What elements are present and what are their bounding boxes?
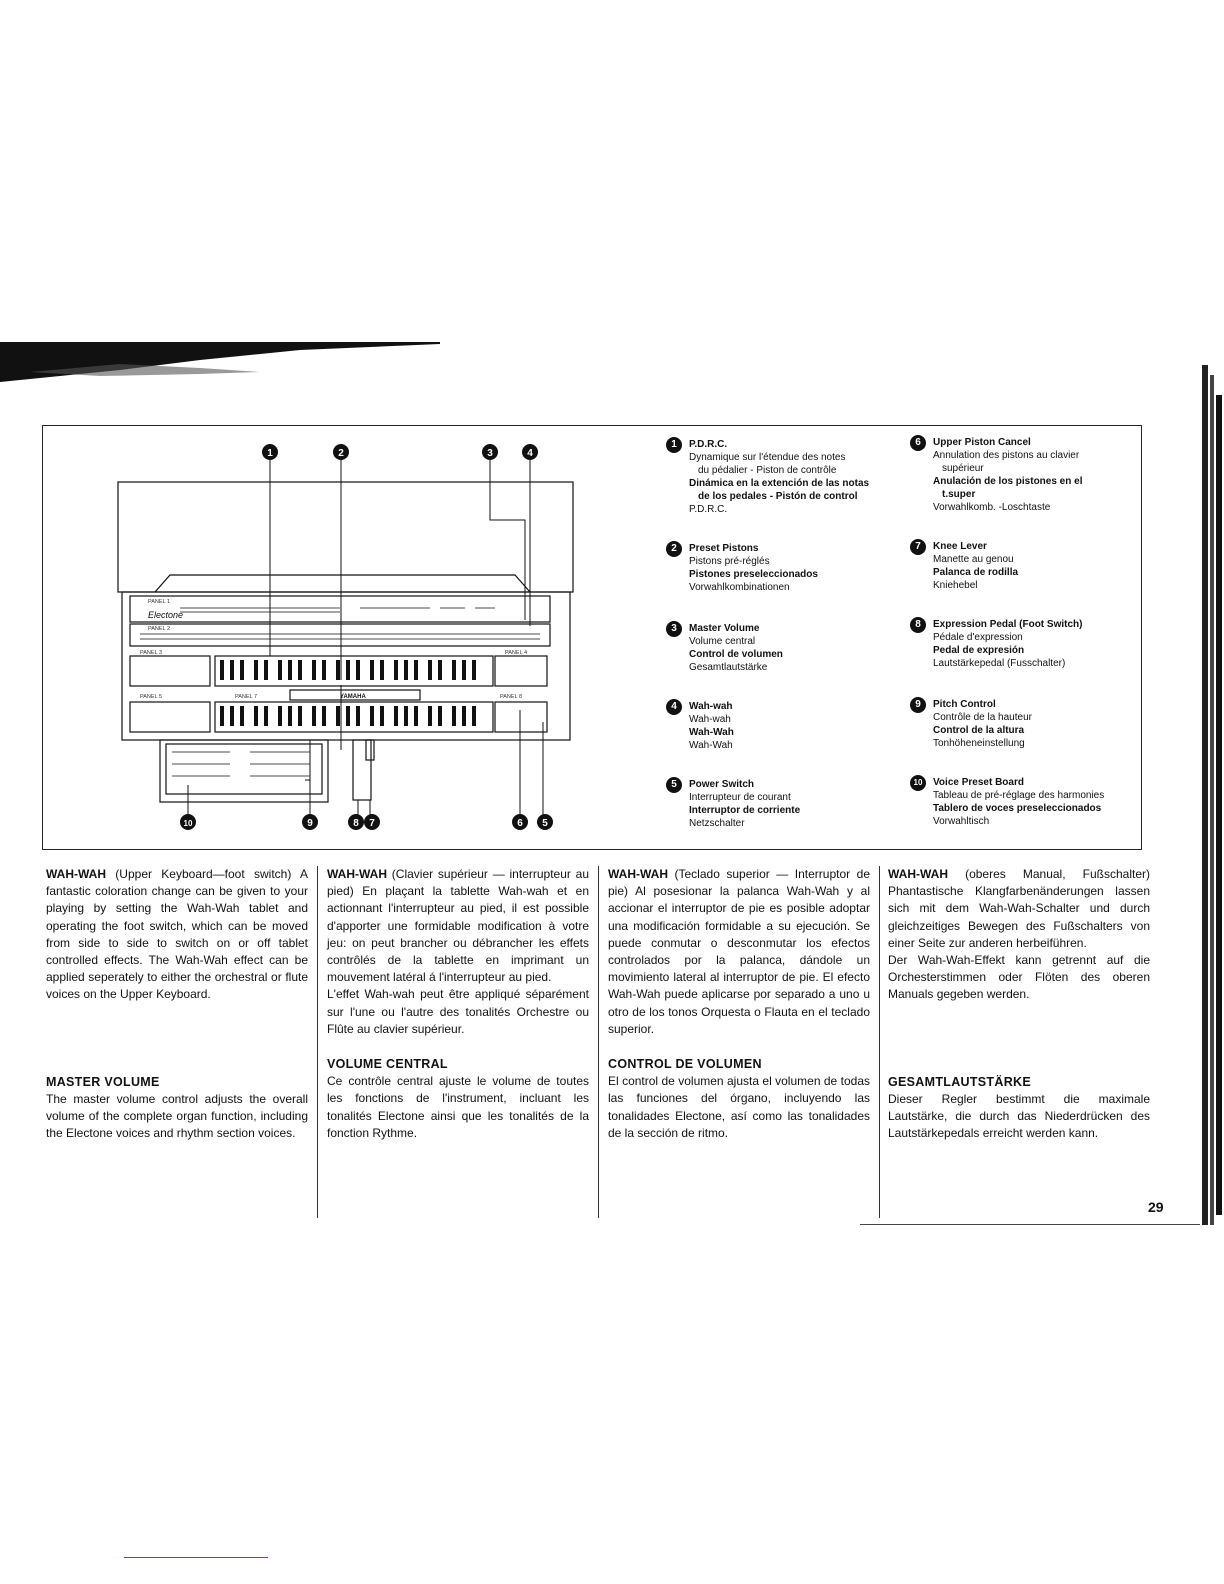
legend-line: de los pedales - Pistón de control: [698, 491, 858, 502]
legend-item-10: [910, 776, 1135, 828]
legend-text: [689, 700, 734, 778]
legend-text: [933, 776, 1104, 828]
wah-paragraph-fr: [327, 866, 589, 986]
legend-line: Volume central: [689, 636, 756, 647]
wah-heading: WAH-WAH: [608, 867, 668, 881]
legend-title: Master Volume: [689, 623, 760, 634]
callout-5: 5: [542, 818, 548, 829]
legend-line: Pedal de expresión: [933, 645, 1025, 656]
legend-line: Vorwahlkombinationen: [689, 582, 790, 593]
legend-num: 10: [910, 775, 926, 791]
column-english: [46, 866, 308, 1142]
legend-line: Pédale d'expression: [933, 632, 1023, 643]
wah-heading: WAH-WAH: [46, 867, 106, 881]
legend-line: Netzschalter: [689, 818, 745, 829]
maker-logo: YAMAHA: [340, 694, 366, 700]
legend-line: Interrupteur de courant: [689, 792, 791, 803]
legend-line: Tablero de voces preseleccionados: [933, 803, 1102, 814]
legend-text: [689, 622, 783, 700]
legend-text: [933, 698, 1032, 776]
legend-num: 9: [910, 697, 926, 713]
legend-left: [666, 438, 896, 830]
legend-text: [689, 542, 818, 622]
panel-5-label: PANEL 5: [140, 694, 163, 700]
legend-item-5: [666, 778, 896, 830]
legend-text: [933, 540, 1018, 618]
legend-line: Control de volumen: [689, 649, 783, 660]
legend-line: Dinámica en la extención de las notas: [689, 478, 870, 489]
column-divider: [317, 866, 318, 1218]
legend-title: Voice Preset Board: [933, 777, 1024, 788]
column-french: [327, 866, 589, 1142]
legend-num: 1: [666, 437, 682, 453]
legend-title: Power Switch: [689, 779, 755, 790]
wah-subheading: (Teclado superior — Interruptor de pie): [608, 867, 870, 899]
callout-4: 4: [527, 448, 533, 459]
volume-heading: GESAMTLAUTSTÄRKE: [888, 1074, 1031, 1089]
callout-2: 2: [338, 448, 344, 459]
scan-mark-line: [124, 1557, 268, 1558]
legend-line: supérieur: [942, 463, 984, 474]
legend-title: Knee Lever: [933, 541, 987, 552]
volume-body: Ce contrôle central ajuste le volume de toutes les fonctions de l'instrument, incluant les tonalités Electone ainsi que les tonalités de la fonction Rythme.: [327, 1074, 589, 1140]
wah-subheading: (oberes Manual, Fußschalter): [948, 867, 1150, 881]
wah-paragraph-en: [46, 866, 308, 1004]
panel-4-label: PANEL 4: [505, 650, 528, 656]
legend-item-4: [666, 700, 896, 778]
legend-line: Tonhöheneinstellung: [933, 738, 1025, 749]
panel-3-label: PANEL 3: [140, 650, 163, 656]
volume-heading: VOLUME CENTRAL: [327, 1057, 448, 1072]
wah-subheading: (Upper Keyboard—foot switch): [106, 867, 292, 881]
legend-right: [910, 436, 1135, 828]
callout-9: 9: [307, 818, 313, 829]
legend-text: [689, 778, 800, 830]
footer-rule: [860, 1224, 1200, 1225]
legend-title: Expression Pedal (Foot Switch): [933, 619, 1083, 630]
legend-line: Vorwahltisch: [933, 816, 990, 827]
legend-item-9: [910, 698, 1135, 776]
panel-2-label: PANEL 2: [148, 626, 171, 632]
wah-heading: WAH-WAH: [888, 867, 948, 881]
wah-body: A fantastic coloration change can be given to your playing by setting the Wah-Wah tablet and operating the foot switch, which can be moved from side to side to switch on or off tablet controlled effects. The Wah-Wah effect can be applied seperately to either the orchestral or flute voices on the Upper Keyboard.: [46, 867, 309, 1002]
legend-title: Wah-wah: [689, 701, 733, 712]
legend-line: Kniehebel: [933, 580, 978, 591]
legend-item-7: [910, 540, 1135, 618]
column-divider: [879, 866, 880, 1218]
legend-line: Gesamtlautstärke: [689, 662, 768, 673]
wah-body-2: Der Wah-Wah-Effekt kann getrennt auf die Orchesterstimmen oder Flöten des oberen Manuals gegeben werden.: [888, 953, 1150, 1002]
legend-text: [933, 436, 1082, 540]
legend-num: 2: [666, 541, 682, 557]
wah-paragraph-es: [608, 866, 870, 1038]
callout-1: 1: [267, 448, 273, 459]
legend-line: Manette au genou: [933, 554, 1014, 565]
callout-8: 8: [353, 818, 359, 829]
wah-subheading: (Clavier supérieur — interrupteur au pied): [327, 867, 589, 899]
legend-num: 3: [666, 621, 682, 637]
callout-markers: [180, 444, 553, 830]
legend-line: Pistons pré-réglés: [689, 556, 770, 567]
legend-line: Anulación de los pistones en el: [933, 476, 1083, 487]
legend-line: Pistones preseleccionados: [689, 569, 818, 580]
legend-text: [689, 438, 869, 542]
wah-body: Al posesionar la palanca Wah-Wah y al accionar el interruptor de pie es posible adoptar una modificación formidable a su ejecución. Se puede conmutar o desconmutar los efectos controlados por la palanca, dándole un movimiento lateral al interruptor de pie. El efecto Wah-Wah puede aplicarse por separado a uno u otro de los tonos Orquesta o Flauta en el teclado superior.: [608, 884, 871, 1036]
volume-heading: CONTROL DE VOLUMEN: [608, 1057, 762, 1072]
legend-line: t.super: [942, 489, 976, 500]
legend-line: du pédalier - Piston de contrôle: [698, 465, 837, 476]
legend-line: Lautstärkepedal (Fusschalter): [933, 658, 1066, 669]
legend-item-8: [910, 618, 1135, 698]
legend-line: Wah-Wah: [689, 740, 733, 751]
legend-line: Vorwahlkomb. -Loschtaste: [933, 502, 1051, 513]
legend-title: Pitch Control: [933, 699, 996, 710]
panel-7-label: PANEL 7: [235, 694, 258, 700]
legend-title: Preset Pistons: [689, 543, 759, 554]
wah-paragraph-de: [888, 866, 1150, 952]
scan-book-edge: [1196, 365, 1224, 1225]
volume-heading: MASTER VOLUME: [46, 1074, 160, 1089]
legend-line: Control de la altura: [933, 725, 1025, 736]
callout-3: 3: [487, 448, 493, 459]
legend-line: P.D.R.C.: [689, 504, 728, 515]
legend-line: Dynamique sur l'étendue des notes: [689, 452, 846, 463]
organ-diagram: [100, 440, 590, 835]
scan-shadow-top: [0, 342, 440, 382]
column-spanish: [608, 866, 870, 1142]
volume-body: El control de volumen ajusta el volumen de todas las funciones del órgano, incluyendo las tonalidades Electone, así como las tonalidades de la sección de ritmo.: [608, 1074, 870, 1140]
legend-line: Interruptor de corriente: [689, 805, 801, 816]
legend-line: Palanca de rodilla: [933, 567, 1019, 578]
legend-item-1: [666, 438, 896, 542]
volume-body: The master volume control adjusts the overall volume of the complete organ function, including the Electone voices and rhythm section voices.: [46, 1091, 308, 1141]
panel-1-label: PANEL 1: [148, 599, 171, 605]
page-number: 29: [1148, 1199, 1164, 1215]
wah-body: En plaçant la tablette Wah-wah et en actionnant l'interrupteur au pied, il est possible d'apporter une formidable modification à votre jeu: on peut brancher ou débrancher les effets contrôlés de la tablette en imprimant un mouvement latéral á l'interrupteur au pied.: [327, 884, 589, 985]
callout-7: 7: [369, 818, 375, 829]
legend-item-3: [666, 622, 896, 700]
column-german: [888, 866, 1150, 1142]
wah-body: Phantastische Klangfarbenänderungen lassen sich mit dem Wah-Wah-Schalter und durch gleichzeitiges Bewegen des Fußschalters von einer Seite zur anderen herbeiführen.: [888, 884, 1150, 950]
legend-num: 8: [910, 617, 926, 633]
legend-num: 6: [910, 435, 926, 451]
legend-line: Tableau de pré-réglage des harmonies: [933, 790, 1105, 801]
column-divider: [598, 866, 599, 1218]
legend-item-2: [666, 542, 896, 622]
legend-line: Wah-Wah: [689, 727, 734, 738]
legend-item-6: [910, 436, 1135, 540]
legend-num: 5: [666, 777, 682, 793]
legend-title: Upper Piston Cancel: [933, 437, 1031, 448]
legend-line: Contrôle de la hauteur: [933, 712, 1032, 723]
panel-8-label: PANEL 8: [500, 694, 523, 700]
legend-line: Wah-wah: [689, 714, 731, 725]
legend-line: Annulation des pistons au clavier: [933, 450, 1080, 461]
legend-text: [933, 618, 1082, 698]
legend-title: P.D.R.C.: [689, 439, 728, 450]
wah-heading: WAH-WAH: [327, 867, 387, 881]
volume-body: Dieser Regler bestimmt die maximale Lautstärke, die durch das Niederdrücken des Lautstärkepedals erreicht werden kann.: [888, 1091, 1150, 1141]
callout-6: 6: [517, 818, 523, 829]
brand-logo: Electone: [148, 610, 184, 620]
wah-body-2: L'effet Wah-wah peut être appliqué séparément sur l'une ou l'autre des tonalités Orchestre ou Flûte au clavier supérieur.: [327, 987, 589, 1036]
legend-num: 7: [910, 539, 926, 555]
legend-num: 4: [666, 699, 682, 715]
callout-10: 10: [183, 819, 193, 828]
